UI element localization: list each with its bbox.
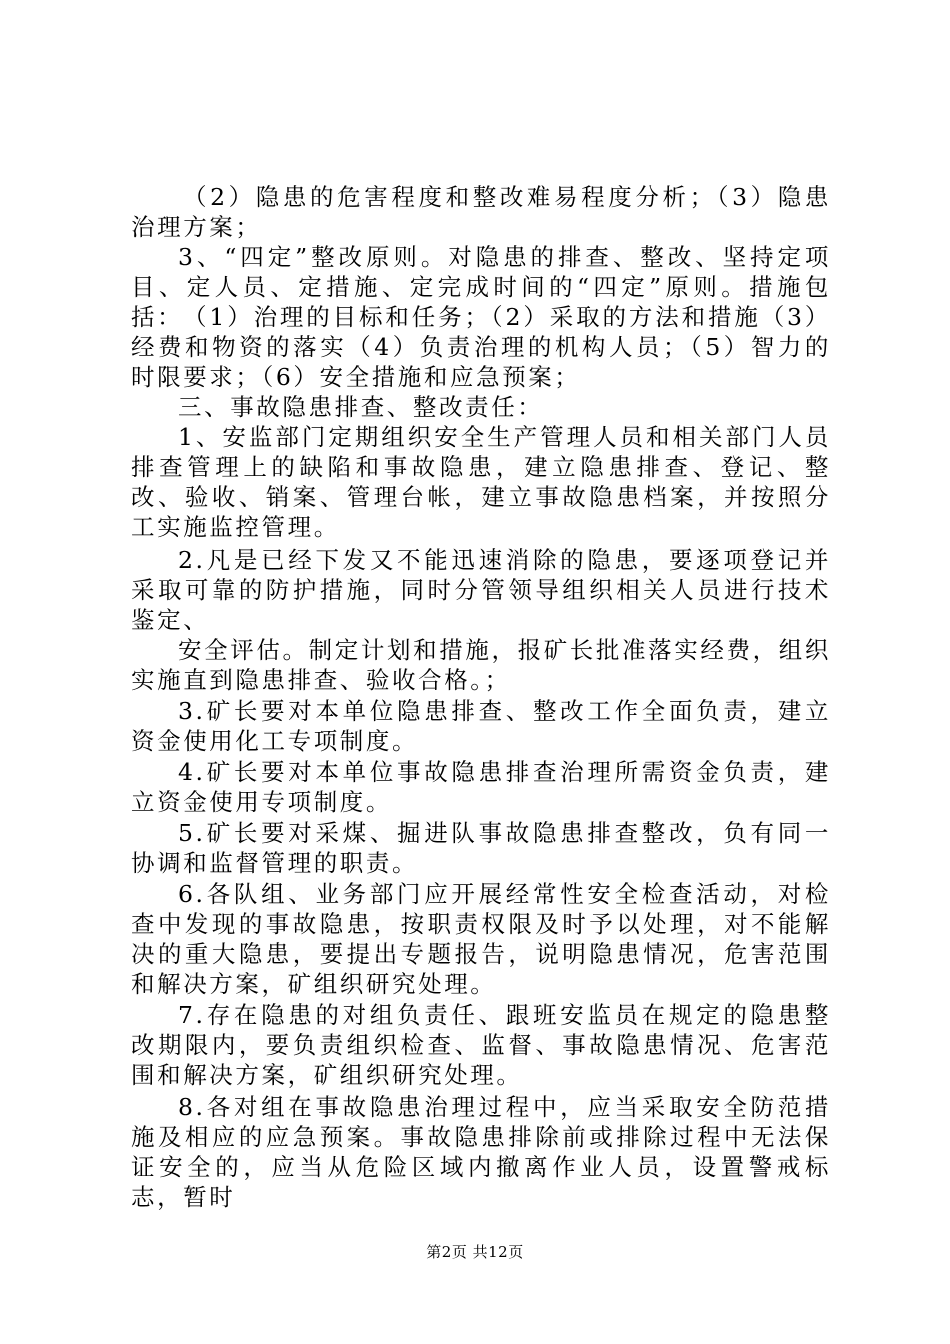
paragraph-item-2-continued: 安全评估。制定计划和措施，报矿长批准落实经费，组织实施直到隐患排查、验收合格。； bbox=[131, 636, 831, 694]
paragraph-item-4: 4.矿长要对本单位事故隐患排查治理所需资金负责，建立资金使用专项制度。 bbox=[131, 758, 831, 816]
page-number-footer: 第2页 共12页 bbox=[426, 1243, 524, 1261]
paragraph-item-6: 6.各队组、业务部门应开展经常性安全检查活动，对检查中发现的事故隐患，按职责权限及时予以处理，对不能解决的重大隐患，要提出专题报告，说明隐患情况，危害范围和解决方案，矿组织研究处理。 bbox=[131, 880, 831, 998]
paragraph-item-7: 7.存在隐患的对组负责任、跟班安监员在规定的隐患整改期限内，要负责组织检查、监督、事故隐患情况、危害范围和解决方案，矿组织研究处理。 bbox=[131, 1001, 831, 1089]
paragraph-item-2: 2.凡是已经下发又不能迅速消除的隐患，要逐项登记并采取可靠的防护措施，同时分管领导组织相关人员进行技术鉴定、 bbox=[131, 546, 831, 634]
paragraph-item-3: 3.矿长要对本单位隐患排查、整改工作全面负责，建立资金使用化工专项制度。 bbox=[131, 697, 831, 755]
paragraph-hazard-analysis: （2）隐患的危害程度和整改难易程度分析；（3）隐患治理方案； bbox=[131, 183, 831, 241]
paragraph-item-5: 5.矿长要对采煤、掘进队事故隐患排查整改，负有同一协调和监督管理的职责。 bbox=[131, 819, 831, 877]
section-heading-responsibility: 三、事故隐患排查、整改责任： bbox=[178, 393, 544, 421]
paragraph-item-8: 8.各对组在事故隐患治理过程中，应当采取安全防范措施及相应的应急预案。事故隐患排除前或排除过程中无法保证安全的，应当从危险区域内撤离作业人员，设置警戒标志，暂时 bbox=[131, 1093, 831, 1211]
paragraph-item-1: 1、安监部门定期组织安全生产管理人员和相关部门人员排查管理上的缺陷和事故隐患，建立隐患排查、登记、整改、验收、销案、管理台帐，建立事故隐患档案，并按照分工实施监控管理。 bbox=[131, 423, 831, 541]
paragraph-four-fixed-principle: 3、“四定”整改原则。对隐患的排查、整改、坚持定项目、定人员、定措施、定完成时间的“四定”原则。措施包括： bbox=[131, 243, 831, 331]
paragraph-measures-list: （1）治理的目标和任务；（2）采取的方法和措施（3）经费和物资的落实（4）负责治理的机构人员；（5）智力的时限要求；（6）安全措施和应急预案； bbox=[131, 303, 831, 391]
